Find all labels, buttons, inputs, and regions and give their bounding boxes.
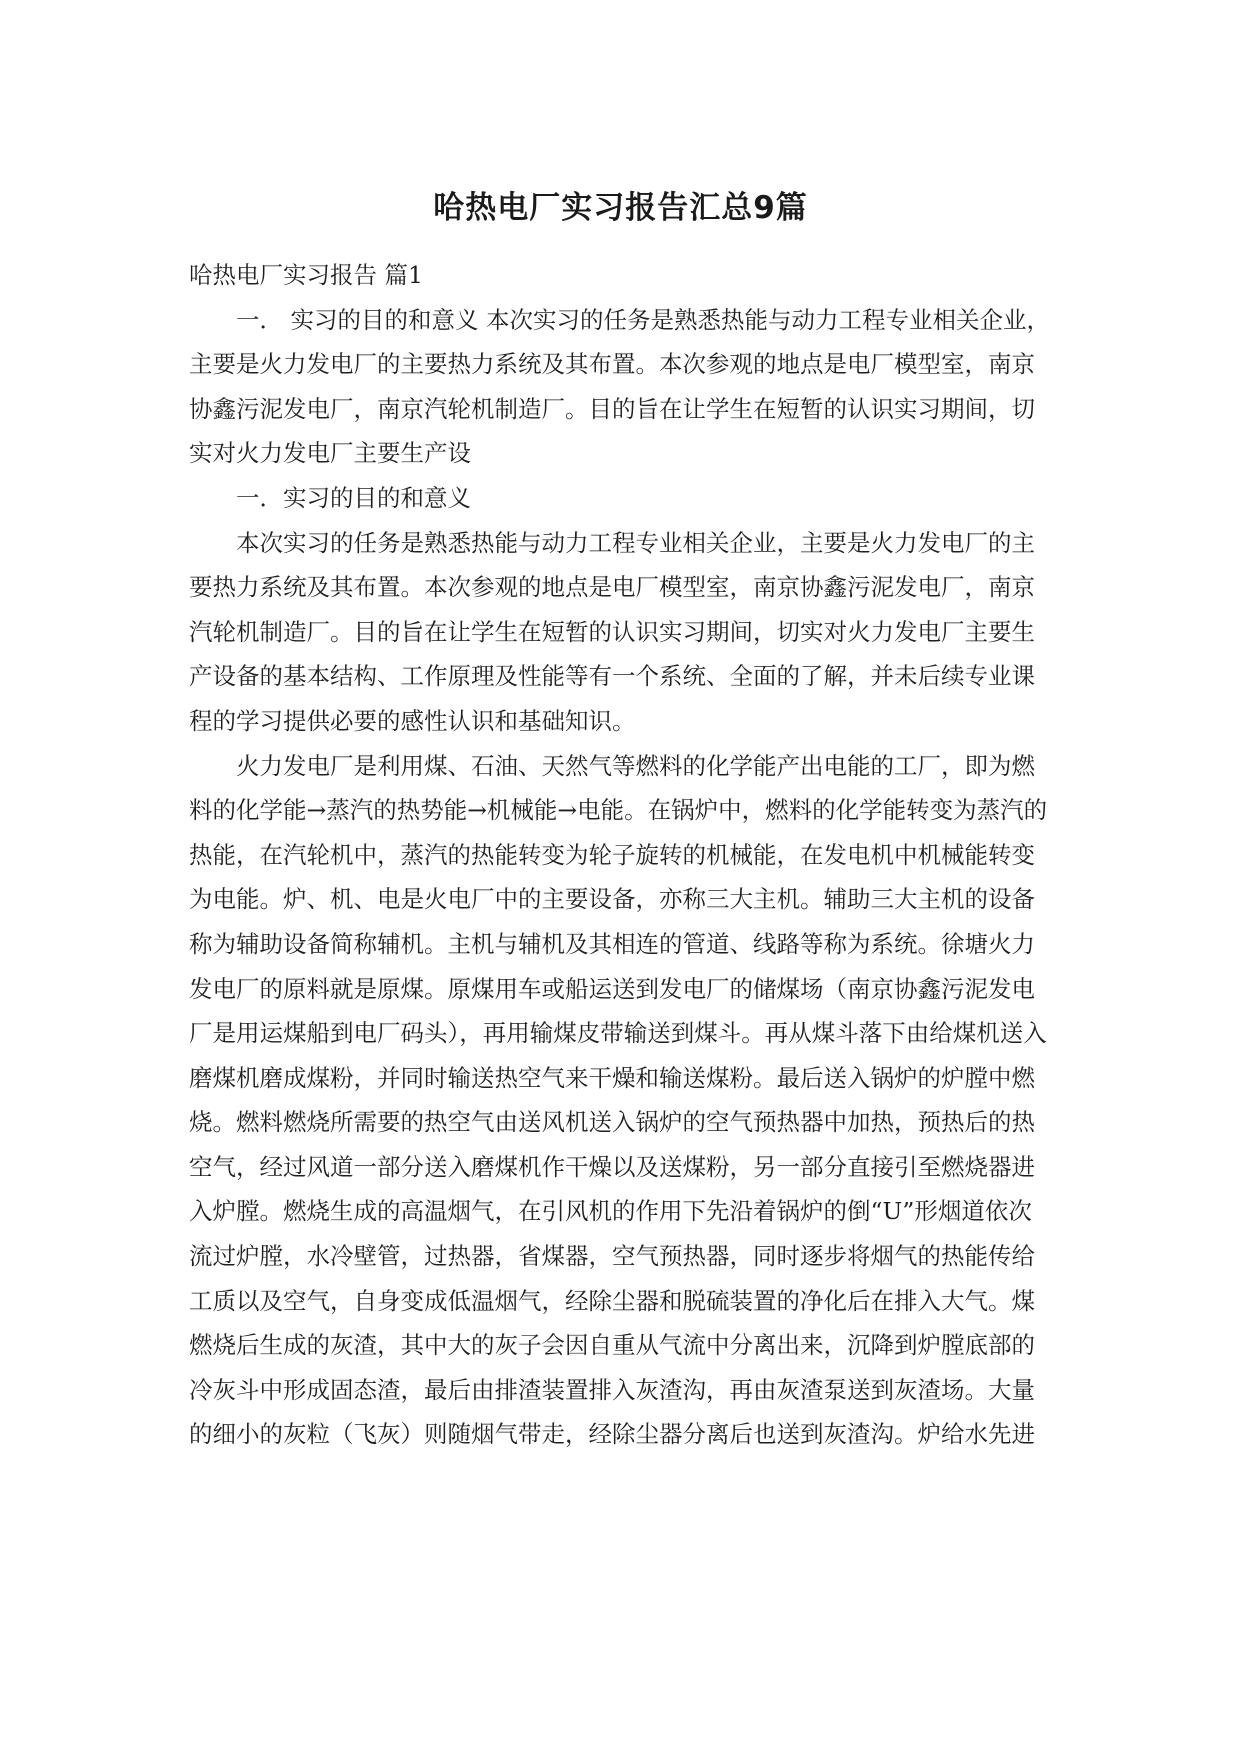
paragraph-intro-summary: 一． 实习的目的和意义 本次实习的任务是熟悉热能与动力工程专业相关企业，主要是火力发电厂的主要热力系统及其布置。本次参观的地点是电厂模型室，南京协鑫污泥发电厂，南京汽轮机制造厂。目的旨在让学生在短暂的认识实习期间，切实对火力发电厂主要生产设 <box>189 305 1050 468</box>
document-title: 哈热电厂实习报告汇总9篇 <box>433 190 808 226</box>
section-heading: 哈热电厂实习报告 篇1 <box>189 261 423 289</box>
document-body <box>189 253 1051 1457</box>
paragraph-section-heading: 一．实习的目的和意义 <box>236 483 471 512</box>
paragraph-power-plant-process: 火力发电厂是利用煤、石油、天然气等燃料的化学能产出电能的工厂，即为燃料的化学能→蒸汽的热势能→机械能→电能。在锅炉中，燃料的化学能转变为蒸汽的热能，在汽轮机中，蒸汽的热能转变为轮子旋转的机械能，在发电机中机械能转变为电能。炉、机、电是火电厂中的主要设备，亦称三大主机。辅助三大主机的设备称为辅助设备简称辅机。主机与辅机及其相连的管道、线路等称为系统。徐塘火力发电厂的原料就是原煤。原煤用车或船运送到发电厂的储煤场（南京协鑫污泥发电厂是用运煤船到电厂码头），再用输煤皮带输送到煤斗。再从煤斗落下由给煤机送入磨煤机磨成煤粉，并同时输送热空气来干燥和输送煤粉。最后送入锅炉的炉膛中燃烧。燃料燃烧所需要的热空气由送风机送入锅炉的空气预热器中加热，预热后的热空气，经过风道一部分送入磨煤机作干燥以及送煤粉，另一部分直接引至燃烧器进入炉膛。燃烧生成的高温烟气，在引风机的作用下先沿着锅炉的倒“U”形烟道依次流过炉膛，水冷壁管，过热器，省煤器，空气预热器，同时逐步将烟气的热能传给工质以及空气，自身变成低温烟气，经除尘器和脱硫装置的净化后在排入大气。煤燃烧后生成的灰渣，其中大的灰子会因自重从气流中分离出来，沉降到炉膛底部的冷灰斗中形成固态渣，最后由排渣装置排入灰渣沟，再由灰渣泵送到灰渣场。大量的细小的灰粒（飞灰）则随烟气带走，经除尘器分离后也送到灰渣沟。炉给水先进 <box>189 751 1048 1449</box>
paragraph-task-description: 本次实习的任务是熟悉热能与动力工程专业相关企业，主要是火力发电厂的主要热力系统及其布置。本次参观的地点是电厂模型室，南京协鑫污泥发电厂，南京汽轮机制造厂。目的旨在让学生在短暂的认识实习期间，切实对火力发电厂主要生产设备的基本结构、工作原理及性能等有一个系统、全面的了解，并未后续专业课程的学习提供必要的感性认识和基础知识。 <box>189 528 1035 735</box>
